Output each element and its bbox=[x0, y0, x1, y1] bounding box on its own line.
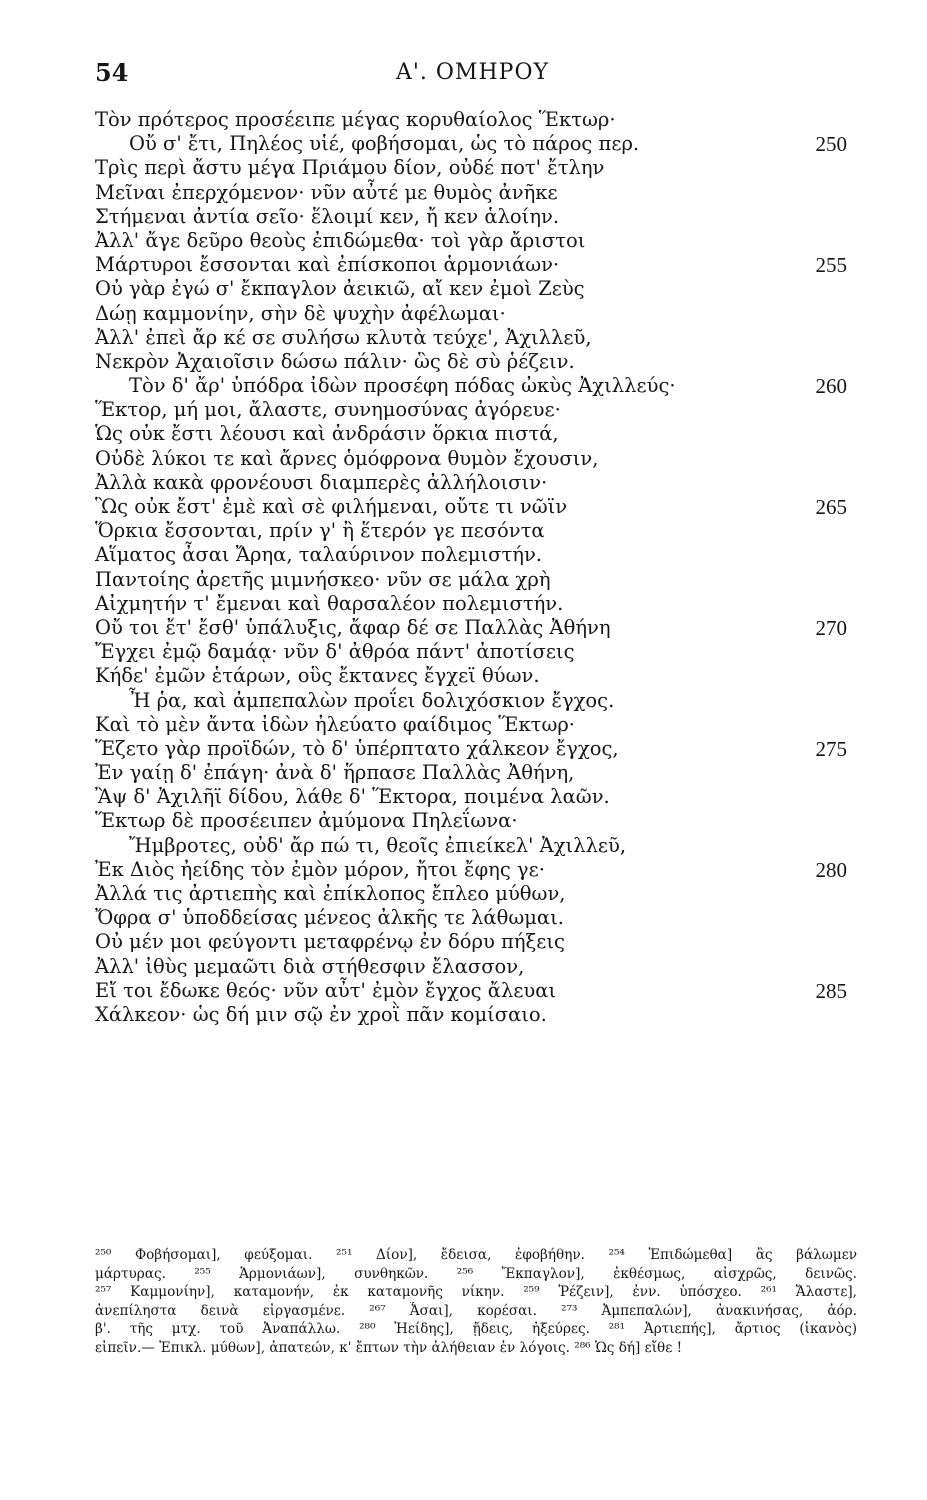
verse-line bbox=[95, 761, 855, 785]
verse-line bbox=[95, 930, 855, 954]
verse-line bbox=[95, 181, 855, 205]
line-number: 285 bbox=[815, 978, 847, 1003]
verse-line bbox=[95, 955, 855, 979]
verse-line bbox=[95, 592, 855, 616]
footnote-line: ²⁵⁰ Φοβήσομαι], φεύξομαι. ²⁵¹ Δίον], ἔδεισα, ἐφοβήθην. ²⁵⁴ Ἐπιδώμεθα] ἂς βάλωμεν bbox=[95, 1247, 857, 1263]
verse-line bbox=[95, 979, 855, 1003]
verse-line bbox=[95, 616, 855, 640]
footnote-line: εἰπεῖν.— Ἐπικλ. μύθων], ἀπατεών, κ' ἔπτων τὴν ἀλήθειαν ἐν λόγοις. ²⁸⁶ Ὡς δή] εἴθε ! bbox=[95, 1339, 683, 1356]
verse-text: Τρὶς περὶ ἄστυ μέγα Πριάμου δίον, οὐδέ ποτ' ἔτλην bbox=[95, 156, 605, 180]
verse-line bbox=[95, 543, 855, 567]
line-number: 260 bbox=[815, 374, 847, 399]
line-number: 280 bbox=[815, 857, 847, 882]
verse-line bbox=[95, 229, 855, 253]
verse-text: Κήδε' ἐμῶν ἑτάρων, οὓς ἔκτανες ἔγχεϊ θύων. bbox=[95, 664, 540, 688]
verse-text: Παντοίης ἀρετῆς μιμνήσκεο· νῦν σε μάλα χρὴ bbox=[95, 567, 551, 591]
verse-line bbox=[95, 858, 855, 882]
verse-text: Ἐκ Διὸς ἠείδης τὸν ἐμὸν μόρον, ἤτοι ἔφης γε· bbox=[95, 857, 545, 881]
verse-text: Στήμεναι ἀντία σεῖο· ἕλοιμί κεν, ἤ κεν ἁλοίην. bbox=[95, 204, 560, 228]
footnote-line: ²⁵⁷ Καμμονίην], καταμονήν, ἐκ καταμονῆς νίκην. ²⁵⁹ Ῥέζειν], ἐνν. ὑπόσχεο. ²⁶¹ Ἄλαστε], bbox=[95, 1284, 857, 1301]
page-number: 54 bbox=[95, 58, 129, 87]
verse-line bbox=[95, 277, 855, 301]
verse-text: Ἀλλά τις ἀρτιεπὴς καὶ ἐπίκλοπος ἔπλεο μύθων, bbox=[95, 882, 566, 905]
verse-text: Μεῖναι ἐπερχόμενον· νῦν αὖτέ με θυμὸς ἀνῆκε bbox=[95, 180, 558, 204]
verse-line bbox=[95, 253, 855, 277]
verse-text: Νεκρὸν Ἀχαιοῖσιν δώσω πάλιν· ὣς δὲ σὺ ῥέζειν. bbox=[95, 349, 575, 373]
verse-line bbox=[95, 640, 855, 664]
verse-line bbox=[95, 205, 855, 229]
verse-line bbox=[95, 568, 855, 592]
verse-text: Ὅρκια ἔσσονται, πρίν γ' ἢ ἕτερόν γε πεσόντα bbox=[95, 519, 545, 543]
verse-text: Ἀλλ' ἄγε δεῦρο θεοὺς ἐπιδώμεθα· τοὶ γὰρ ἄριστοι bbox=[95, 228, 586, 252]
line-number: 250 bbox=[815, 132, 847, 157]
verse-text: Οὐ μέν μοι φεύγοντι μεταφρένῳ ἐν δόρυ πήξεις bbox=[95, 930, 565, 954]
page-header bbox=[95, 58, 850, 98]
verse-text: Καὶ τὸ μὲν ἄντα ἰδὼν ἠλεύατο φαίδιμος Ἕκτωρ· bbox=[95, 712, 576, 736]
verse-text: Ἀλλὰ κακὰ φρονέουσι διαμπερὲς ἀλλήλοισιν· bbox=[95, 470, 548, 494]
verse-line bbox=[95, 471, 855, 495]
verse-text: Ἀλλ' ἰθὺς μεμαῶτι διὰ στήθεσφιν ἔλασσον, bbox=[95, 954, 525, 978]
verse-text: Ὣς οὐκ ἔστ' ἐμὲ καὶ σὲ φιλήμεναι, οὔτε τι νῶϊν bbox=[95, 495, 568, 518]
line-number: 255 bbox=[815, 253, 847, 278]
verse-text: Ἕκτωρ δὲ προσέειπεν ἀμύμονα Πηλεΐωνα· bbox=[95, 809, 518, 833]
verse-line bbox=[95, 132, 855, 156]
verse-line bbox=[95, 689, 855, 713]
verse-line bbox=[95, 156, 855, 180]
verse-line bbox=[95, 906, 855, 930]
verse-text: Ἀλλ' ἐπεὶ ἄρ κέ σε συλήσω κλυτὰ τεύχε', Ἀχιλλεῦ, bbox=[95, 325, 592, 349]
verse-line bbox=[95, 519, 855, 543]
verse-text: Ὡς οὐκ ἔστι λέουσι καὶ ἀνδράσιν ὅρκια πιστά, bbox=[95, 422, 559, 446]
verse-line bbox=[95, 302, 855, 326]
verse-line bbox=[95, 447, 855, 471]
line-number: 275 bbox=[815, 736, 847, 761]
verse-line bbox=[95, 834, 855, 858]
verse-text: Δώῃ καμμονίην, σὴν δὲ ψυχὴν ἀφέλωμαι· bbox=[95, 301, 506, 325]
footnote-line: β'. τῆς μτχ. τοῦ Ἀναπάλλω. ²⁸⁰ Ἠείδης], ᾔδεις, ἠξεύρες. ²⁸¹ Ἀρτιεπής], ἄρτιος (ἱκανὸς) bbox=[95, 1321, 857, 1338]
verse-line bbox=[95, 809, 855, 833]
verse-line bbox=[95, 495, 855, 519]
verse-block bbox=[95, 108, 855, 1027]
verse-line bbox=[95, 422, 855, 446]
verse-text: Οὐ γὰρ ἐγώ σ' ἔκπαγλον ἀεικιῶ, αἴ κεν ἐμοὶ Ζεὺς bbox=[95, 277, 585, 301]
verse-text: Τὸν πρότερος προσέειπε μέγας κορυθαίολος Ἕκτωρ· bbox=[95, 108, 616, 131]
line-number: 265 bbox=[815, 495, 847, 519]
footnote-line: ἀνεπίληστα δεινὰ εἰργασμένε. ²⁶⁷ Ἆσαι], κορέσαι. ²⁷³ Ἀμπεπαλών], ἀνακινήσας, ἀόρ. bbox=[95, 1302, 857, 1319]
verse-line bbox=[95, 785, 855, 809]
verse-text: Ἦ ῥα, καὶ ἀμπεπαλὼν προΐει δολιχόσκιον ἔγχος. bbox=[129, 688, 615, 712]
verse-text: Χάλκεον· ὡς δή μιν σῷ ἐν χροῒ πᾶν κομίσαιο. bbox=[95, 1002, 547, 1026]
verse-line bbox=[95, 1003, 855, 1027]
verse-text: Οὔ σ' ἔτι, Πηλέος υἱέ, φοβήσομαι, ὡς τὸ πάρος περ. bbox=[129, 132, 640, 156]
verse-text: Ἂψ δ' Ἀχιλῆϊ δίδου, λάθε δ' Ἕκτορα, ποιμένα λαῶν. bbox=[95, 785, 610, 809]
verse-text: Ὄφρα σ' ὑποδδείσας μένεος ἀλκῆς τε λάθωμαι. bbox=[95, 906, 564, 930]
verse-line bbox=[95, 326, 855, 350]
verse-line bbox=[95, 350, 855, 374]
verse-text: Τὸν δ' ἄρ' ὑπόδρα ἰδὼν προσέφη πόδας ὠκὺς Ἀχιλλεύς· bbox=[129, 374, 676, 398]
running-title: Α'. ΟΜΗΡΟΥ bbox=[395, 60, 550, 85]
verse-line bbox=[95, 713, 855, 737]
verse-text: Οὐδὲ λύκοι τε καὶ ἄρνες ὁμόφρονα θυμὸν ἔχουσιν, bbox=[95, 446, 599, 470]
verse-line bbox=[95, 374, 855, 398]
verse-line bbox=[95, 737, 855, 761]
verse-text: Ἐν γαίῃ δ' ἐπάγη· ἀνὰ δ' ἥρπασε Παλλὰς Ἀθήνη, bbox=[95, 761, 575, 785]
verse-text: Ἤμβροτες, οὐδ' ἄρ πώ τι, θεοῖς ἐπιείκελ' Ἀχιλλεῦ, bbox=[129, 833, 627, 857]
verse-text: Αἵματος ἆσαι Ἄρηα, ταλαύρινον πολεμιστήν. bbox=[95, 543, 542, 567]
verse-text: Αἰχμητήν τ' ἔμεναι καὶ θαρσαλέον πολεμιστήν. bbox=[95, 591, 564, 615]
verse-text: Ἕκτορ, μή μοι, ἄλαστε, συνημοσύνας ἀγόρευε· bbox=[95, 398, 561, 422]
line-number: 270 bbox=[815, 615, 847, 640]
verse-text: Ἔγχει ἐμῷ δαμάᾳ· νῦν δ' ἀθρόα πάντ' ἀποτίσεις bbox=[95, 640, 575, 664]
verse-text: Εἴ τοι ἔδωκε θεός· νῦν αὖτ' ἐμὸν ἔγχος ἄλευαι bbox=[95, 978, 557, 1002]
verse-text: Ἕζετο γὰρ προϊδών, τὸ δ' ὑπέρπτατο χάλκεον ἔγχος, bbox=[95, 736, 619, 760]
verse-line bbox=[95, 664, 855, 688]
footnotes bbox=[95, 1246, 857, 1358]
footnote-line: μάρτυρας. ²⁵⁵ Ἁρμονιάων], συνθηκῶν. ²⁵⁶ Ἔκπαγλον], ἐκθέσμως, αἰσχρῶς, δεινῶς. bbox=[95, 1265, 857, 1282]
verse-text: Μάρτυροι ἔσσονται καὶ ἐπίσκοποι ἁρμονιάων· bbox=[95, 253, 560, 277]
verse-line bbox=[95, 108, 855, 132]
verse-line bbox=[95, 882, 855, 906]
verse-line bbox=[95, 398, 855, 422]
verse-text: Οὔ τοι ἔτ' ἔσθ' ὑπάλυξις, ἄφαρ δέ σε Παλλὰς Ἀθήνη bbox=[95, 615, 611, 639]
